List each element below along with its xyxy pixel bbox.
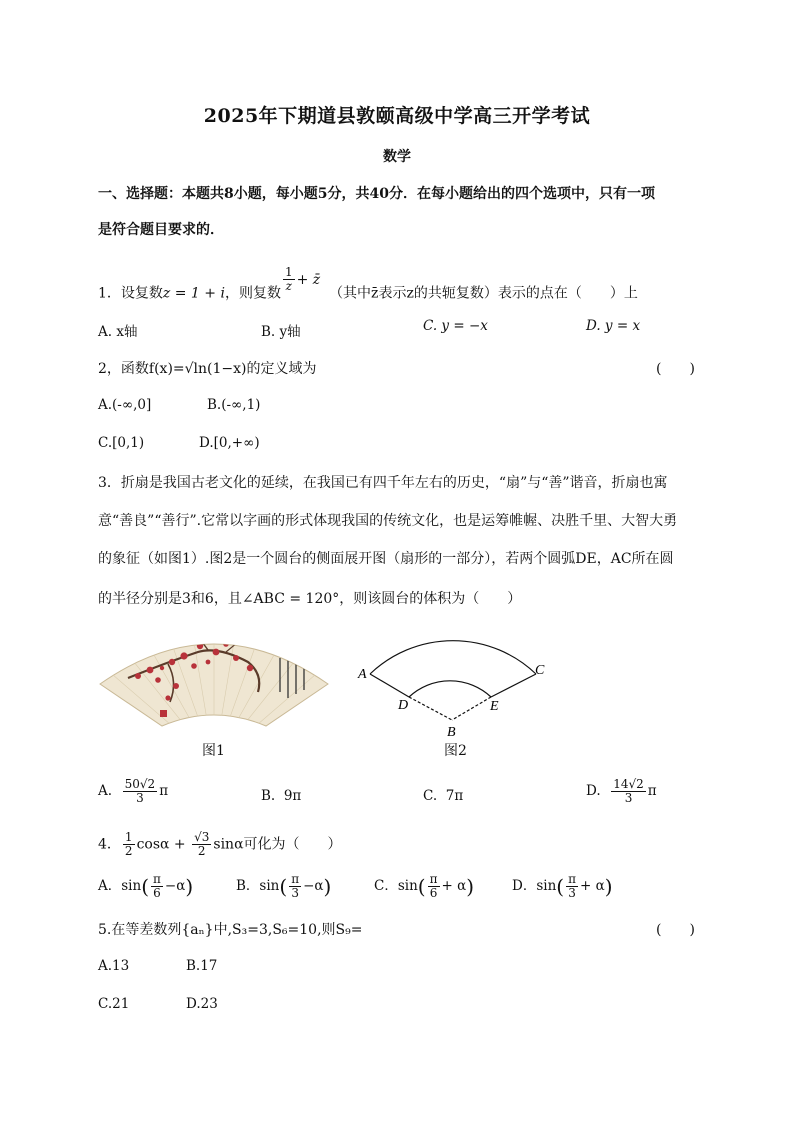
label-c: C	[535, 663, 545, 678]
q1-z-equation: z = 1 + i	[162, 285, 225, 302]
q3-option-c[interactable]: C. 7π	[423, 788, 464, 804]
q4-option-a[interactable]: A．sin( $\frac{\pi}{6}$ −α)	[98, 872, 194, 900]
question-2: 2，函数f(x)=√ln(1−x)的定义域为	[98, 361, 317, 377]
label-e: E	[490, 699, 499, 714]
section-heading-line2: 是符合题目要求的．	[98, 222, 224, 238]
q2-option-b[interactable]: B.(-∞,1)	[207, 397, 261, 413]
label-b: B	[447, 725, 456, 740]
figure-1-fan-painting	[98, 622, 330, 730]
segment-eb-dashed	[452, 697, 491, 720]
q3-option-d[interactable]: D. $\frac{14√2}{3}$ π	[586, 777, 657, 805]
q1-option-a[interactable]: A. x轴	[98, 324, 138, 340]
segment-ce	[491, 674, 536, 697]
outer-arc-ac	[370, 641, 536, 674]
q5-option-b[interactable]: B.17	[186, 958, 218, 974]
q4-option-c[interactable]: C．sin( $\frac{\pi}{6}$ + α)	[374, 872, 475, 900]
q3-line1: 3．折扇是我国古老文化的延续，在我国已有四千年左右的历史，“扇”与“善”谐音，折扇也寓	[98, 475, 668, 491]
q1-option-b[interactable]: B. y轴	[261, 324, 301, 340]
q3-line3: 的象征（如图1）.图2是一个圆台的侧面展开图（扇形的一部分），若两个圆弧DE，AC所在圆	[98, 551, 674, 567]
q2-answer-paren: ( )	[656, 361, 695, 377]
question-5: 5.在等差数列{aₙ}中,S₃=3,S₆=10,则S₉=	[98, 922, 363, 938]
question-1	[98, 265, 638, 307]
q5-answer-paren: ( )	[656, 922, 695, 938]
q1-tail: （其中z̄表示z的共轭复数）表示的点在（ ）上	[329, 285, 638, 302]
q5-option-c[interactable]: C.21	[98, 996, 130, 1012]
figure-2-annular-sector	[352, 622, 552, 742]
page-title: 2025年下期道县敦颐高级中学高三开学考试	[203, 105, 591, 127]
q2-option-a[interactable]: A.(-∞,0]	[98, 397, 152, 413]
q5-option-d[interactable]: D.23	[186, 996, 218, 1012]
label-a: A	[358, 667, 367, 682]
q1-option-d[interactable]: D. y = x	[586, 318, 641, 334]
subject-heading: 数学	[383, 149, 411, 165]
q3-line4: 的半径分别是3和6，且∠ABC = 120°，则该圆台的体积为（ ）	[98, 591, 522, 607]
q1-mid: ，则复数	[224, 285, 281, 302]
q3-option-a[interactable]: A. $\frac{50√2}{3}$ π	[98, 777, 169, 805]
q3-line2: 意“善良”“善行”.它常以字画的形式体现我国的传统文化，也是运筹帷幄、决胜千里、大智大勇	[98, 513, 678, 529]
q2-option-c[interactable]: C.[0,1)	[98, 435, 145, 451]
label-d: D	[398, 698, 409, 713]
question-4: 4． $\frac{1}{2}$ cosα + $\frac{√3}{2}$ sinα可化为（ ）	[98, 830, 342, 858]
q4-option-d[interactable]: D．sin( $\frac{\pi}{3}$ + α)	[512, 872, 613, 900]
section-heading-line1: 一、选择题：本题共8小题，每小题5分，共40分．在每小题给出的四个选项中，只有一项	[98, 186, 655, 202]
q1-fraction: $\frac{1}{z}$	[284, 265, 293, 293]
q3-option-b[interactable]: B. 9π	[261, 788, 302, 804]
segment-ad	[370, 674, 409, 697]
inner-arc-de	[409, 681, 491, 697]
q1-plus-conj: + z̄	[296, 271, 321, 288]
q4-option-b[interactable]: B．sin( $\frac{\pi}{3}$ −α)	[236, 872, 332, 900]
figure-2-caption: 图2	[444, 743, 467, 759]
q1-prefix: 1．设复数	[98, 285, 163, 302]
segment-db-dashed	[409, 697, 452, 720]
q1-option-c[interactable]: C. y = −x	[423, 318, 488, 334]
figure-1-caption: 图1	[202, 743, 225, 759]
q5-option-a[interactable]: A.13	[98, 958, 130, 974]
q2-option-d[interactable]: D.[0,+∞)	[199, 435, 260, 451]
